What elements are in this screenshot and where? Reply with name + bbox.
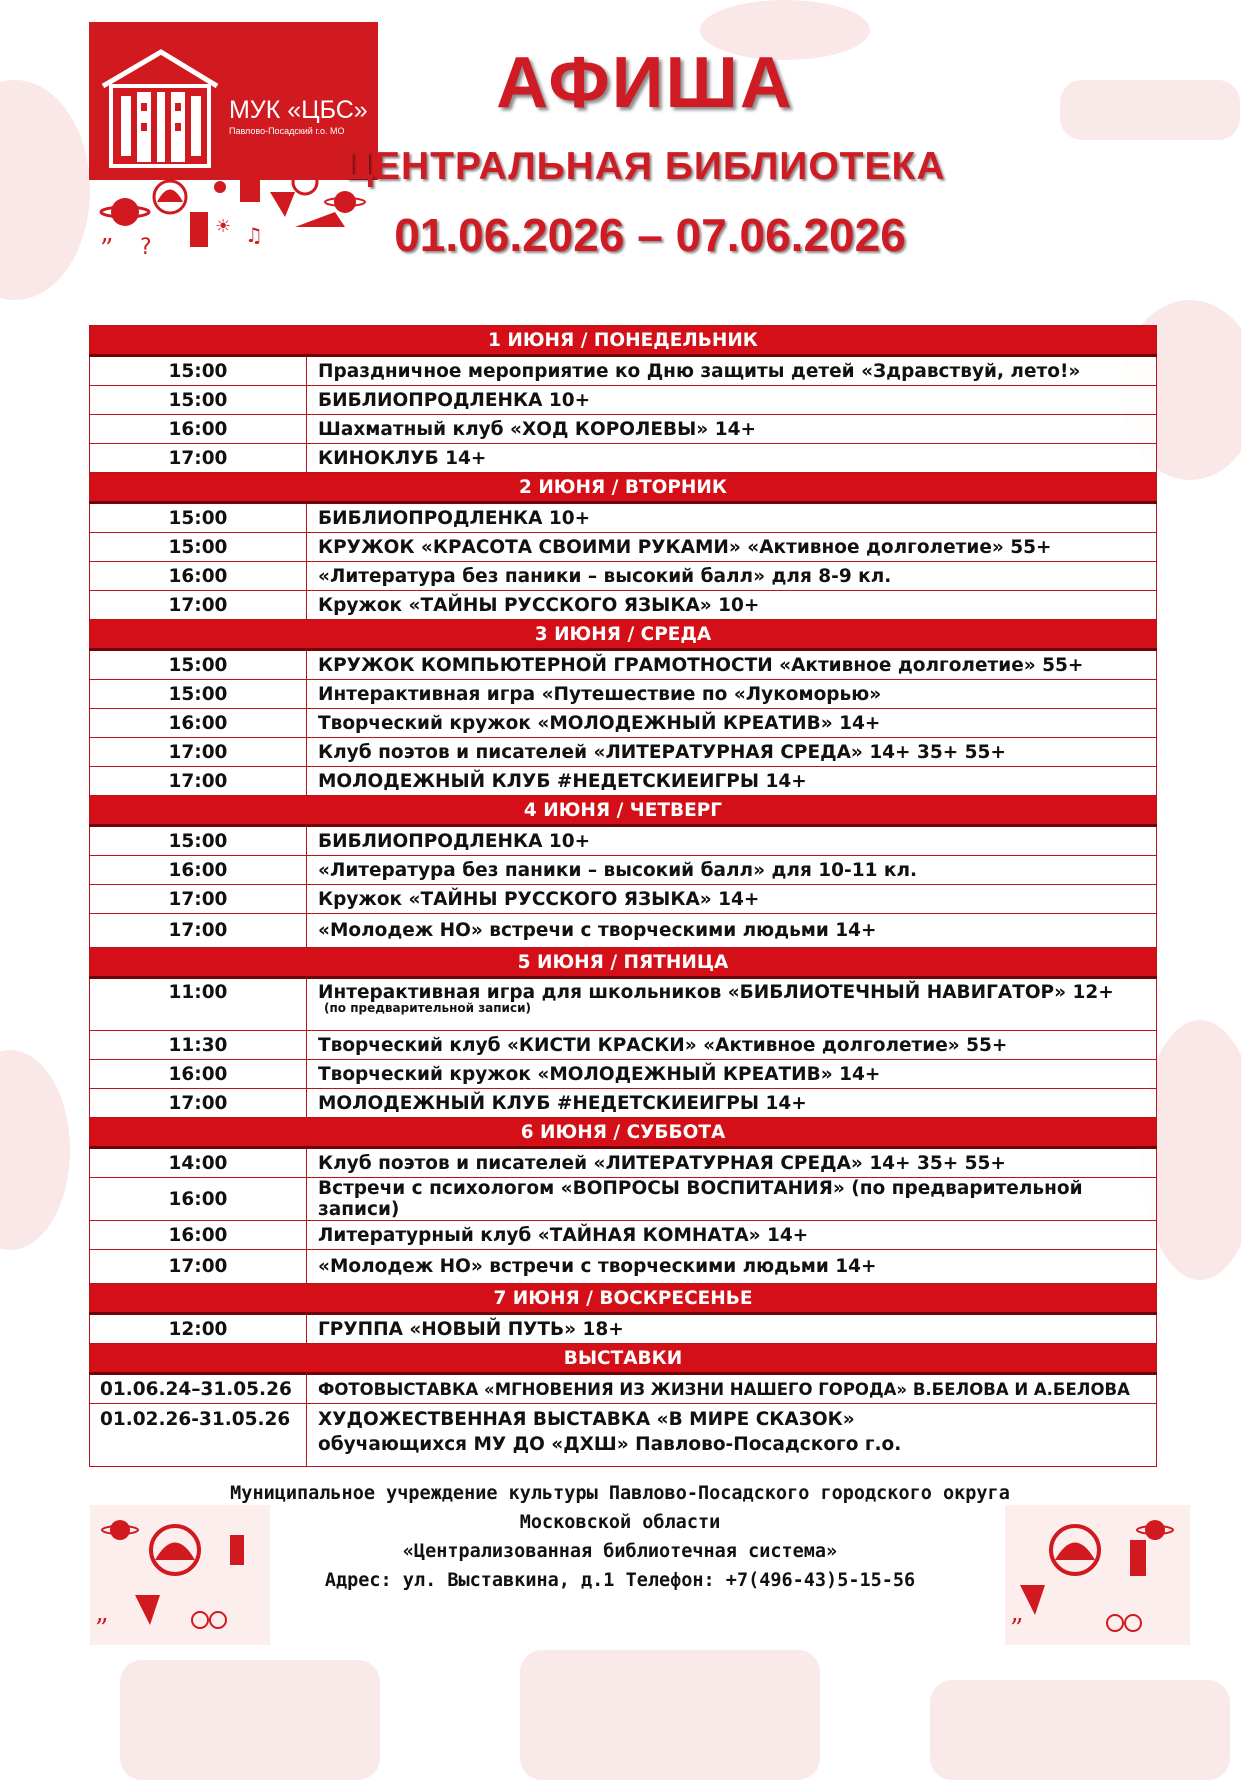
event-time: 16:00 <box>90 562 307 591</box>
svg-text:?: ? <box>140 235 152 260</box>
exhibitions-header <box>90 1344 1157 1374</box>
svg-text:♫: ♫ <box>245 223 263 247</box>
event-row <box>90 680 1157 709</box>
day-title: 2 ИЮНЯ / ВТОРНИК <box>90 473 1157 503</box>
event-time: 17:00 <box>90 1089 307 1118</box>
day-title: 4 ИЮНЯ / ЧЕТВЕРГ <box>90 796 1157 826</box>
event-row <box>90 856 1157 885</box>
day-header <box>90 948 1157 978</box>
background-shape <box>0 1050 70 1250</box>
day-header <box>90 473 1157 503</box>
event-title: КИНОКЛУБ 14+ <box>307 444 1157 473</box>
event-time: 16:00 <box>90 1060 307 1089</box>
footer-system-name: «Централизованная библиотечная система» <box>402 1541 838 1562</box>
event-time: 16:00 <box>90 856 307 885</box>
exhibition-title: ХУДОЖЕСТВЕННАЯ ВЫСТАВКА «В МИРЕ СКАЗОК» <box>318 1409 855 1430</box>
event-row <box>90 1250 1157 1284</box>
exhibition-dates: 01.06.24–31.05.26 <box>90 1374 307 1404</box>
event-row <box>90 1178 1157 1221</box>
event-time: 16:00 <box>90 1178 307 1221</box>
svg-text:”: ” <box>1010 1614 1024 1644</box>
event-title: Литературный клуб «ТАЙНАЯ КОМНАТА» 14+ <box>307 1221 1157 1250</box>
event-time: 17:00 <box>90 591 307 620</box>
event-row <box>90 1060 1157 1089</box>
event-time: 11:00 <box>90 978 307 1031</box>
event-row <box>90 1089 1157 1118</box>
day-title: 5 ИЮНЯ / ПЯТНИЦА <box>90 948 1157 978</box>
event-row <box>90 503 1157 533</box>
event-title: КРУЖОК КОМПЬЮТЕРНОЙ ГРАМОТНОСТИ «Активное долголетие» 55+ <box>307 650 1157 680</box>
event-time: 15:00 <box>90 503 307 533</box>
event-title: «Литература без паники – высокий балл» для 10-11 кл. <box>307 856 1157 885</box>
event-time: 17:00 <box>90 767 307 796</box>
event-row <box>90 356 1157 386</box>
event-title: БИБЛИОПРОДЛЕНКА 10+ <box>307 503 1157 533</box>
day-header <box>90 796 1157 826</box>
event-title: МОЛОДЕЖНЫЙ КЛУБ #НЕДЕТСКИЕИГРЫ 14+ <box>307 767 1157 796</box>
event-time: 17:00 <box>90 1250 307 1284</box>
logo-subtitle: Павлово-Посадский г.о. МО <box>229 126 345 136</box>
event-title: Кружок «ТАЙНЫ РУССКОГО ЯЗЫКА» 10+ <box>307 591 1157 620</box>
event-row <box>90 1221 1157 1250</box>
footer-info <box>200 1479 1040 1595</box>
day-header <box>90 326 1157 356</box>
event-title: Клуб поэтов и писателей «ЛИТЕРАТУРНАЯ СРЕДА» 14+ 35+ 55+ <box>307 1148 1157 1178</box>
event-row <box>90 533 1157 562</box>
event-row <box>90 1314 1157 1344</box>
event-row <box>90 826 1157 856</box>
event-row <box>90 885 1157 914</box>
event-time: 14:00 <box>90 1148 307 1178</box>
event-title: ГРУППА «НОВЫЙ ПУТЬ» 18+ <box>307 1314 1157 1344</box>
footer-region: Московской области <box>519 1512 721 1533</box>
exhibition-cell <box>307 1404 1157 1467</box>
event-row <box>90 709 1157 738</box>
event-title: МОЛОДЕЖНЫЙ КЛУБ #НЕДЕТСКИЕИГРЫ 14+ <box>307 1089 1157 1118</box>
day-title: 1 ИЮНЯ / ПОНЕДЕЛЬНИК <box>90 326 1157 356</box>
event-row <box>90 415 1157 444</box>
day-header <box>90 1284 1157 1314</box>
event-title: Встречи с психологом «ВОПРОСЫ ВОСПИТАНИЯ» (по предварительной записи) <box>307 1178 1157 1221</box>
event-row <box>90 650 1157 680</box>
event-title: Кружок «ТАЙНЫ РУССКОГО ЯЗЫКА» 14+ <box>307 885 1157 914</box>
event-time: 17:00 <box>90 885 307 914</box>
date-range: 01.06.2026 – 07.06.2026 <box>394 209 906 261</box>
event-row <box>90 978 1157 1031</box>
day-header <box>90 620 1157 650</box>
event-title: Творческий кружок «МОЛОДЕЖНЫЙ КРЕАТИВ» 14+ <box>307 1060 1157 1089</box>
event-time: 15:00 <box>90 533 307 562</box>
background-shape <box>930 1680 1230 1780</box>
event-time: 15:00 <box>90 356 307 386</box>
event-title: КРУЖОК «КРАСОТА СВОИМИ РУКАМИ» «Активное долголетие» 55+ <box>307 533 1157 562</box>
event-time: 15:00 <box>90 680 307 709</box>
exhibition-row <box>90 1374 1157 1404</box>
library-name: ЦЕНТРАЛЬНАЯ БИБЛИОТЕКА <box>344 145 946 188</box>
event-title: Шахматный клуб «ХОД КОРОЛЕВЫ» 14+ <box>307 415 1157 444</box>
event-row <box>90 738 1157 767</box>
event-row <box>90 591 1157 620</box>
event-time: 12:00 <box>90 1314 307 1344</box>
event-title: Интерактивная игра для школьников «БИБЛИОТЕЧНЫЙ НАВИГАТОР» 12+ <box>318 982 1114 1003</box>
event-time: 15:00 <box>90 386 307 415</box>
event-time: 16:00 <box>90 415 307 444</box>
footer-address: Адрес: ул. Выставкина, д.1 Телефон: +7(496-43)5-15-56 <box>324 1570 916 1591</box>
event-row <box>90 1031 1157 1060</box>
event-time: 17:00 <box>90 738 307 767</box>
event-row <box>90 914 1157 948</box>
event-row <box>90 562 1157 591</box>
schedule-table <box>89 325 1157 1467</box>
event-cell <box>307 978 1157 1031</box>
exhibition-title: ФОТОВЫСТАВКА «МГНОВЕНИЯ ИЗ ЖИЗНИ НАШЕГО ГОРОДА» В.БЕЛОВА И А.БЕЛОВА <box>307 1374 1157 1404</box>
event-time: 15:00 <box>90 650 307 680</box>
background-shape <box>0 80 90 300</box>
event-row <box>90 386 1157 415</box>
event-title: «Молодеж НО» встречи с творческими людьми 14+ <box>307 1250 1157 1284</box>
exhibition-subtitle: обучающихся МУ ДО «ДХШ» Павлово-Посадского г.о. <box>318 1434 902 1455</box>
background-shape <box>120 1660 380 1780</box>
footer-organization: Муниципальное учреждение культуры Павлово-Посадского городского округа <box>230 1483 1010 1504</box>
event-title: Интерактивная игра «Путешествие по «Лукоморью» <box>307 680 1157 709</box>
event-row <box>90 1148 1157 1178</box>
event-time: 15:00 <box>90 826 307 856</box>
event-title: БИБЛИОПРОДЛЕНКА 10+ <box>307 826 1157 856</box>
event-time: 16:00 <box>90 1221 307 1250</box>
background-shape <box>520 1650 820 1780</box>
footer-doodle-icons <box>1005 1505 1190 1645</box>
day-title: 7 ИЮНЯ / ВОСКРЕСЕНЬЕ <box>90 1284 1157 1314</box>
svg-text:”: ” <box>95 1614 109 1644</box>
event-time: 17:00 <box>90 444 307 473</box>
event-title: «Молодеж НО» встречи с творческими людьми 14+ <box>307 914 1157 948</box>
event-title: Праздничное мероприятие ко Дню защиты детей «Здравствуй, лето!» <box>307 356 1157 386</box>
logo-title: МУК «ЦБС» <box>229 96 368 124</box>
day-title: 6 ИЮНЯ / СУББОТА <box>90 1118 1157 1148</box>
exhibitions-title: ВЫСТАВКИ <box>90 1344 1157 1374</box>
background-shape <box>1060 80 1240 140</box>
svg-text:☀: ☀ <box>215 216 232 237</box>
svg-text:”: ” <box>100 234 114 262</box>
event-title: Клуб поэтов и писателей «ЛИТЕРАТУРНАЯ СРЕДА» 14+ 35+ 55+ <box>307 738 1157 767</box>
event-note: (по предварительной записи) <box>324 1001 531 1015</box>
day-title: 3 ИЮНЯ / СРЕДА <box>90 620 1157 650</box>
page-title: АФИША <box>496 43 794 123</box>
event-title: Творческий кружок «МОЛОДЕЖНЫЙ КРЕАТИВ» 14+ <box>307 709 1157 738</box>
event-time: 17:00 <box>90 914 307 948</box>
event-title: БИБЛИОПРОДЛЕНКА 10+ <box>307 386 1157 415</box>
event-time: 11:30 <box>90 1031 307 1060</box>
event-row <box>90 444 1157 473</box>
event-time: 16:00 <box>90 709 307 738</box>
exhibition-dates: 01.02.26-31.05.26 <box>90 1404 307 1467</box>
exhibition-row <box>90 1404 1157 1467</box>
event-row <box>90 767 1157 796</box>
library-building-icon <box>101 48 219 170</box>
event-title: «Литература без паники – высокий балл» для 8-9 кл. <box>307 562 1157 591</box>
event-title: Творческий клуб «КИСТИ КРАСКИ» «Активное долголетие» 55+ <box>307 1031 1157 1060</box>
day-header <box>90 1118 1157 1148</box>
